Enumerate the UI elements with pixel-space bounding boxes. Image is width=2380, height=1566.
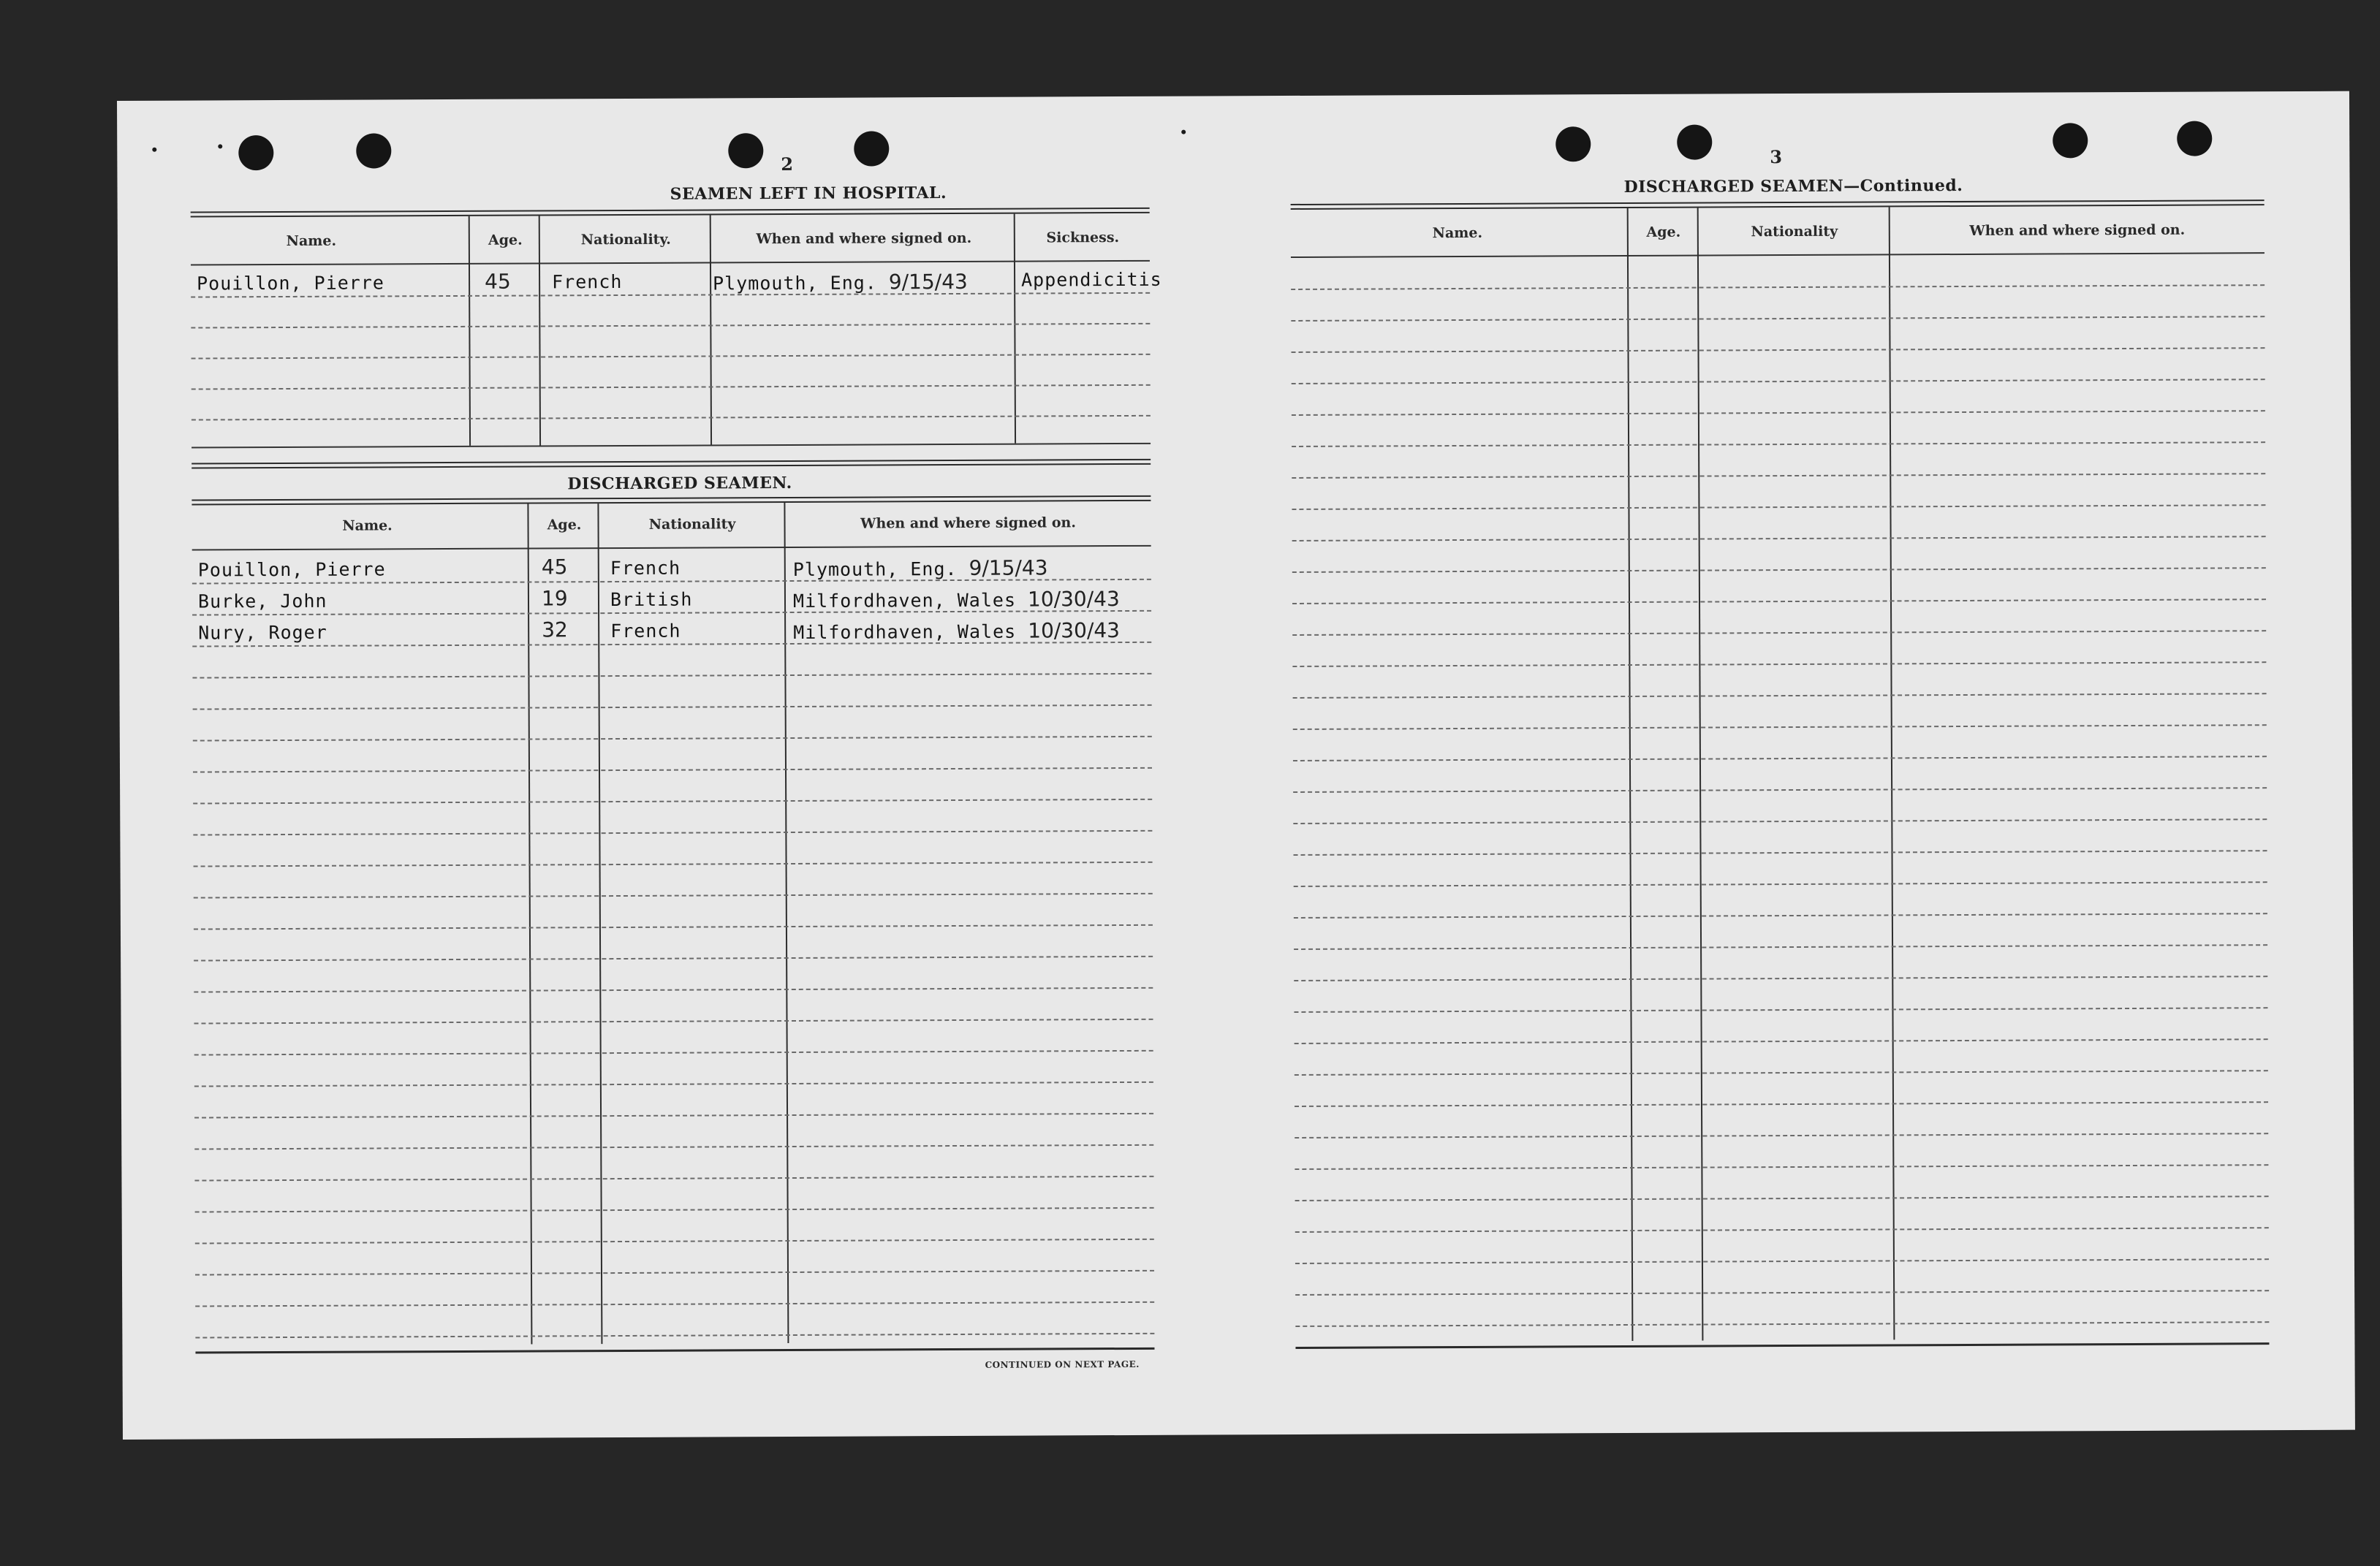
discharged-name: Nury, Roger [198, 621, 327, 644]
document-sheet [117, 91, 2355, 1440]
entry-line [1295, 1196, 2269, 1201]
right-page [1290, 91, 2349, 1434]
entry-line [1295, 1101, 2268, 1107]
signed-on-date: 10/30/43 [1027, 587, 1120, 612]
signed-on-place: Plymouth, Eng. [792, 558, 969, 580]
entry-line [1295, 1070, 2268, 1076]
col-name: Name. [286, 232, 337, 249]
col-divider [1014, 214, 1016, 444]
discharged-age: 32 [542, 617, 568, 642]
table-bottom-rule [195, 1348, 1154, 1354]
col-divider [1697, 208, 1704, 1341]
header-rule [192, 545, 1151, 551]
section-rule [192, 459, 1151, 469]
hospital-entry-age: 45 [485, 269, 511, 294]
entry-line [1295, 1321, 2269, 1327]
signed-on-place: Plymouth, Eng. [713, 272, 889, 294]
entry-line [192, 354, 1151, 360]
col-divider [784, 503, 789, 1343]
discharged-name: Pouillon, Pierre [197, 558, 386, 581]
header-rule [1291, 252, 2265, 258]
entry-line [193, 767, 1152, 773]
discharged-age: 45 [541, 555, 568, 579]
entry-line [194, 987, 1153, 993]
entry-line [1295, 1227, 2269, 1233]
entry-line [1293, 818, 2267, 824]
entry-line [1295, 1164, 2268, 1170]
signed-on-date: 9/15/43 [969, 555, 1048, 580]
entry-line [1293, 693, 2267, 699]
entry-line [194, 956, 1153, 962]
col-divider [1627, 208, 1634, 1341]
entry-line [1291, 284, 2265, 290]
col-signed-on: When and where signed on. [756, 229, 972, 248]
signed-on-place: Milfordhaven, Wales [792, 589, 1028, 612]
col-divider [710, 215, 712, 444]
discharged-signed-on [793, 587, 1120, 612]
entry-line [1292, 473, 2265, 479]
col-divider [469, 216, 471, 446]
entry-line [195, 1333, 1154, 1339]
entry-line [1293, 787, 2267, 793]
entry-line [194, 1176, 1153, 1182]
entry-line [1294, 881, 2267, 887]
discharged-continued-title: DISCHARGED SEAMEN—Continued. [1623, 175, 1963, 197]
header-rule [191, 260, 1150, 266]
hospital-entry-name: Pouillon, Pierre [197, 272, 384, 294]
col-signed-on: When and where signed on. [860, 514, 1076, 532]
entry-line [192, 384, 1151, 390]
entry-line [1294, 976, 2267, 981]
col-name: Name. [342, 517, 393, 534]
col-nationality: Nationality [1751, 223, 1838, 240]
entry-line [193, 736, 1152, 742]
discharged-section-title: DISCHARGED SEAMEN. [567, 473, 792, 494]
entry-line [1293, 756, 2267, 761]
entry-line [1293, 724, 2267, 730]
hospital-entry-nationality: French [552, 270, 623, 293]
entry-line [192, 673, 1151, 679]
entry-line [1295, 1290, 2269, 1296]
hospital-entry-signed-on [713, 270, 968, 295]
entry-line [1292, 598, 2266, 604]
hospital-section-title: SEAMEN LEFT IN HOSPITAL. [670, 183, 947, 204]
entry-line [194, 1050, 1153, 1056]
entry-line [1294, 944, 2267, 950]
table-bottom-rule [192, 443, 1151, 449]
col-nationality: Nationality [648, 516, 736, 533]
entry-line [194, 924, 1153, 930]
entry-line [193, 799, 1152, 805]
col-nationality: Nationality. [580, 231, 671, 248]
discharged-signed-on [793, 618, 1120, 644]
entry-line [192, 415, 1151, 421]
entry-line [1294, 1007, 2267, 1013]
entry-line [1294, 913, 2267, 919]
col-signed-on: When and where signed on. [1969, 221, 2186, 239]
table-bottom-rule [1295, 1342, 2269, 1349]
col-divider [597, 503, 602, 1344]
entry-line [1295, 1258, 2269, 1264]
page-number: 2 [781, 153, 794, 175]
entry-line [1292, 347, 2265, 353]
entry-line [194, 1113, 1153, 1119]
col-divider [1889, 207, 1895, 1339]
page-number: 3 [1770, 146, 1783, 168]
entry-line [194, 1144, 1153, 1150]
entry-line [1291, 316, 2265, 322]
signed-on-place: Milfordhaven, Wales [793, 620, 1028, 643]
col-name: Name. [1432, 224, 1483, 242]
discharged-nationality: French [610, 620, 681, 642]
entry-line [1292, 441, 2265, 447]
col-divider [539, 216, 541, 445]
entry-line [1294, 850, 2267, 856]
entry-line [195, 1207, 1154, 1213]
entry-line [1292, 504, 2265, 510]
continued-note: CONTINUED ON NEXT PAGE. [985, 1358, 1140, 1370]
entry-line [193, 704, 1152, 710]
entry-line [1292, 410, 2265, 416]
entry-line [194, 1019, 1153, 1025]
col-age: Age. [488, 232, 523, 248]
hospital-entry-sickness: Appendicitis [1021, 268, 1162, 291]
left-page [190, 96, 1278, 1439]
entry-line [194, 1082, 1153, 1087]
entry-line [195, 1239, 1154, 1244]
col-divider [527, 504, 532, 1345]
entry-line [195, 1270, 1154, 1276]
entry-line [1292, 536, 2266, 541]
entry-line [194, 862, 1153, 867]
speck [152, 148, 156, 152]
signed-on-date: 9/15/43 [888, 269, 968, 294]
entry-line [1295, 1038, 2268, 1044]
entry-line [191, 323, 1150, 329]
entry-line [1292, 567, 2266, 573]
entry-line [195, 1301, 1154, 1307]
discharged-nationality: French [610, 557, 681, 579]
col-sickness: Sickness. [1046, 229, 1120, 246]
entry-line [1292, 379, 2265, 384]
discharged-signed-on [793, 555, 1048, 581]
signed-on-date: 10/30/43 [1028, 618, 1121, 643]
entry-line [194, 893, 1153, 899]
discharged-name: Burke, John [197, 590, 327, 612]
discharged-nationality: British [610, 588, 693, 611]
title-rule [1291, 199, 2265, 210]
entry-line [193, 830, 1152, 836]
entry-line [1292, 661, 2266, 667]
entry-line [1295, 1133, 2268, 1139]
col-age: Age. [1646, 224, 1681, 240]
title-rule [192, 495, 1151, 506]
discharged-age: 19 [541, 586, 568, 611]
title-rule [191, 208, 1150, 218]
col-age: Age. [547, 517, 582, 533]
entry-line [1292, 630, 2266, 636]
